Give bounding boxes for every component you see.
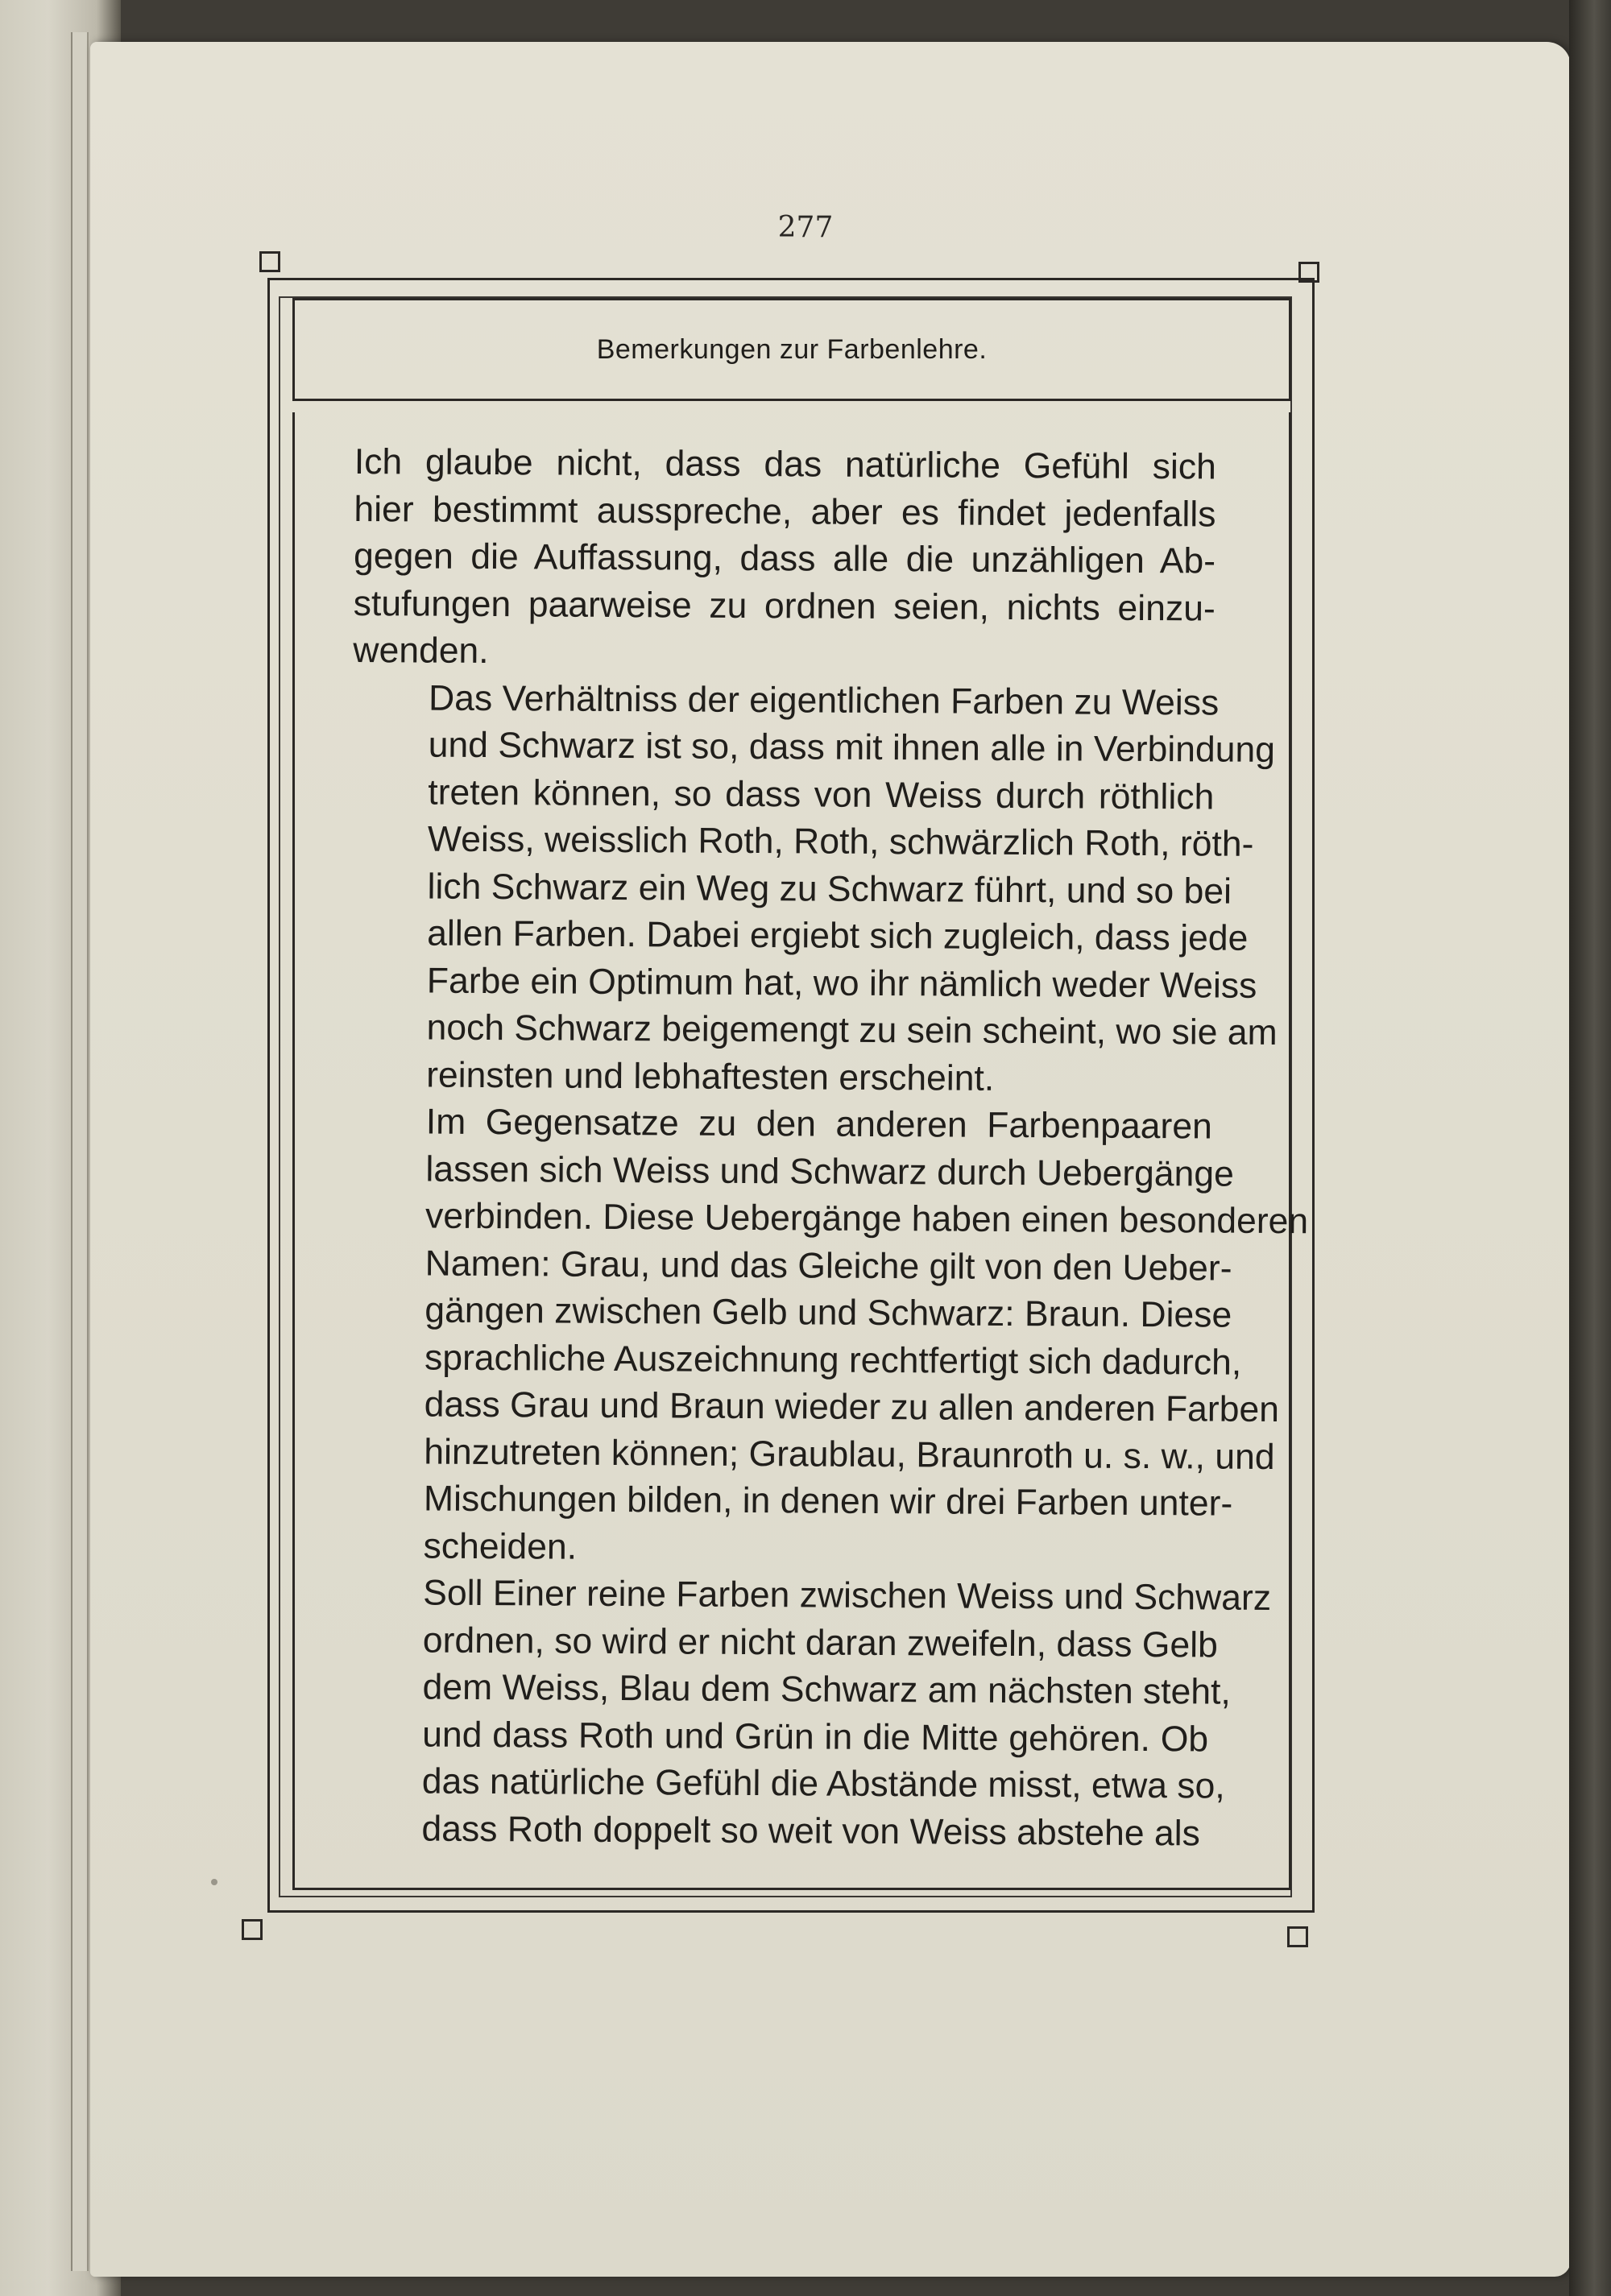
paper-speck	[211, 1879, 217, 1885]
text-line: gegen die Auffassung, dass alle die unzähligen Ab-	[353, 536, 1216, 581]
text-line: noch Schwarz beigemengt zu sein scheint, wo sie am	[426, 1007, 1278, 1053]
frame-corner-square-icon	[242, 1919, 263, 1940]
text-line: Farbe ein Optimum hat, wo ihr nämlich weder Weiss	[426, 961, 1257, 1006]
text-line: scheiden.	[423, 1526, 578, 1567]
running-head: Bemerkungen zur Farbenlehre.	[596, 333, 988, 365]
text-line: und dass Roth und Grün in die Mitte gehören. Ob	[422, 1715, 1209, 1760]
page-number: 277	[777, 211, 834, 244]
text-line: hinzutreten können; Graublau, Braunroth u. s. w., und	[424, 1432, 1275, 1477]
text-line: Soll Einer reine Farben zwischen Weiss und Schwarz	[423, 1573, 1272, 1618]
running-head-box	[292, 298, 1291, 401]
text-line: reinsten und lebhaftesten erscheint.	[426, 1055, 995, 1098]
text-line: sprachliche Auszeichnung rechtfertigt sich dadurch,	[424, 1338, 1242, 1383]
text-line: verbinden. Diese Uebergänge haben einen besonderen	[424, 1196, 1309, 1242]
text-line: ordnen, so wird er nicht daran zweifeln, dass Gelb	[422, 1620, 1218, 1665]
text-line: gängen zwischen Gelb und Schwarz: Braun. Diese	[424, 1290, 1232, 1335]
text-line: wenden.	[353, 630, 489, 672]
text-line: Ich glaube nicht, dass das natürliche Gefühl sich	[354, 441, 1216, 487]
text-line: Das Verhältniss der eigentlichen Farben zu Weiss	[428, 678, 1220, 723]
page-stack-edge	[71, 32, 89, 2271]
frame-corner-square-icon	[1287, 1926, 1308, 1947]
text-line: treten können, so dass von Weiss durch röthlich	[428, 772, 1215, 817]
binding-shadow	[1569, 0, 1611, 2296]
paragraph	[350, 674, 1278, 1103]
text-line: allen Farben. Dabei ergiebt sich zugleich, dass jede	[427, 913, 1249, 958]
text-line: das natürliche Gefühl die Abstände misst, etwa so,	[421, 1761, 1225, 1806]
text-line: und Schwarz ist so, dass mit ihnen alle in Verbindung	[428, 725, 1276, 770]
paragraph	[346, 1570, 1272, 1858]
text-line: dem Weiss, Blau dem Schwarz am nächsten steht,	[422, 1667, 1232, 1712]
text-line: hier bestimmt ausspreche, aber es findet jedenfalls	[354, 489, 1216, 535]
body-text	[346, 439, 1309, 1858]
text-line: Weiss, weisslich Roth, Roth, schwärzlich Roth, röth-	[427, 819, 1254, 864]
paragraph	[353, 439, 1216, 680]
frame-corner-square-icon	[1298, 262, 1319, 283]
text-line: stufungen paarweise zu ordnen seien, nichts einzu-	[353, 583, 1215, 629]
text-line: dass Roth doppelt so weit von Weiss abstehe als	[421, 1809, 1200, 1853]
text-line: Namen: Grau, und das Gleiche gilt von den Ueber-	[424, 1243, 1232, 1289]
text-line: Mischungen bilden, in denen wir drei Farben unter-	[423, 1479, 1233, 1524]
text-line: dass Grau und Braun wieder zu allen anderen Farben	[424, 1384, 1280, 1430]
frame-corner-square-icon	[259, 251, 280, 272]
text-line: Im Gegensatze zu den anderen Farbenpaaren	[425, 1102, 1212, 1147]
text-line: lassen sich Weiss und Schwarz durch Uebergänge	[425, 1149, 1235, 1194]
paragraph	[347, 1098, 1309, 1575]
text-line: lich Schwarz ein Weg zu Schwarz führt, und so bei	[427, 867, 1232, 912]
